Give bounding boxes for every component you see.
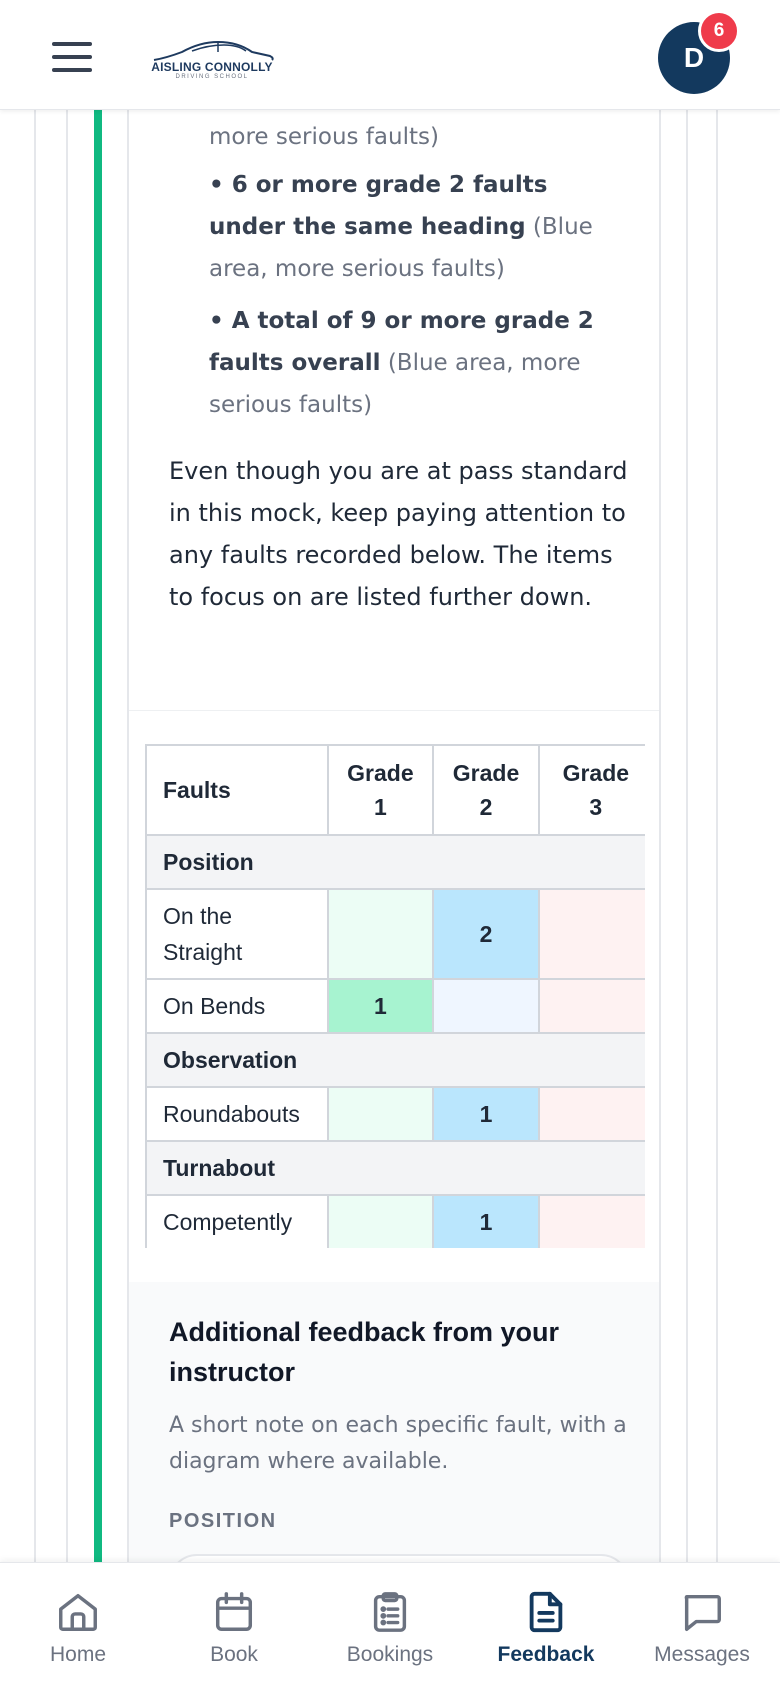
grade-3-cell	[539, 1195, 645, 1248]
feedback-subtitle: A short note on each specific fault, with a diagram where available.	[169, 1413, 627, 1474]
header-grade-1	[328, 745, 434, 835]
nav-messages-label: Messages	[654, 1643, 750, 1666]
additional-feedback-section	[129, 1282, 661, 1562]
section-row-observation	[146, 1033, 645, 1087]
fault-label	[146, 889, 328, 979]
frame-line-outer-right	[716, 110, 718, 1562]
criteria-bullet-total	[209, 300, 629, 426]
bottom-navigation	[0, 1562, 780, 1688]
clipboard-icon	[367, 1589, 413, 1635]
frame-line-outer-left	[34, 110, 36, 1562]
frame-line-inner-right	[686, 110, 688, 1562]
grade-1-cell	[328, 889, 434, 979]
fault-label-text: On the Straight	[163, 903, 243, 965]
nav-book[interactable]	[156, 1563, 312, 1688]
nav-book-label: Book	[210, 1643, 258, 1666]
home-icon	[55, 1589, 101, 1635]
section-row-position	[146, 835, 645, 889]
nav-home[interactable]	[0, 1563, 156, 1688]
document-icon	[523, 1589, 569, 1635]
grade-3-cell	[539, 1087, 645, 1141]
table-row	[146, 1195, 645, 1248]
table-row	[146, 979, 645, 1033]
criteria-bullet-bold: • 6 or more grade 2 faults under the same heading	[209, 172, 548, 240]
criteria-tail: more serious faults)	[209, 124, 439, 150]
fault-label: Roundabouts	[146, 1087, 328, 1141]
frame-line-inner-left	[66, 110, 68, 1562]
nav-home-label: Home	[49, 1643, 107, 1666]
result-card	[127, 110, 661, 1562]
grade-3-cell	[539, 889, 645, 979]
grade-3-cell	[539, 979, 645, 1033]
section-label: Observation	[146, 1033, 645, 1087]
feedback-item-card[interactable]	[169, 1554, 629, 1562]
user-avatar[interactable]: D	[658, 22, 730, 94]
table-row	[146, 1087, 645, 1141]
criteria-bullet-same-heading	[209, 164, 629, 290]
faults-table[interactable]	[145, 744, 645, 1248]
divider	[129, 710, 661, 711]
section-label: Position	[146, 835, 645, 889]
nav-feedback-label: Feedback	[497, 1643, 595, 1666]
pass-advice-text: Even though you are at pass standard in this mock, keep paying attention to any faults recorded below. The items to focus on are listed further down.	[169, 457, 628, 611]
header-grade-2	[433, 745, 539, 835]
feedback-category-label: POSITION	[169, 1510, 277, 1532]
menu-icon[interactable]	[52, 42, 92, 72]
section-label: Turnabout	[146, 1141, 645, 1195]
header-grade-3-label: Grade 3	[562, 760, 630, 820]
criteria-bullet-bold: • A total of 9 or more grade 2 faults overall	[209, 308, 594, 376]
nav-bookings-label: Bookings	[346, 1643, 434, 1666]
table-row	[146, 889, 645, 979]
fault-label: Competently	[146, 1195, 328, 1248]
feedback-title: Additional feedback from your instructor	[169, 1317, 560, 1387]
app-header	[0, 0, 780, 110]
section-row-turnabout	[146, 1141, 645, 1195]
nav-messages[interactable]	[624, 1563, 780, 1688]
logo-tagline: DRIVING SCHOOL	[175, 74, 249, 80]
header-grade-2-label: Grade 2	[452, 760, 520, 820]
grade-2-cell: 1	[433, 1195, 539, 1248]
header-grade-3	[539, 745, 645, 835]
pass-status-bar	[94, 110, 102, 1562]
grade-1-cell: 1	[328, 979, 434, 1033]
grade-1-cell	[328, 1087, 434, 1141]
header-grade-1-label: Grade 1	[347, 760, 414, 820]
fault-label: On Bends	[146, 979, 328, 1033]
chat-icon	[679, 1589, 725, 1635]
car-logo-icon	[148, 40, 276, 62]
grade-2-cell: 1	[433, 1087, 539, 1141]
nav-feedback[interactable]	[468, 1563, 624, 1688]
header-faults: Faults	[146, 745, 328, 835]
grade-1-cell	[328, 1195, 434, 1248]
school-logo[interactable]	[148, 40, 276, 84]
logo-name: AISLING CONNOLLY	[151, 60, 273, 74]
grade-2-cell: 2	[433, 889, 539, 979]
nav-bookings[interactable]	[312, 1563, 468, 1688]
table-header-row	[146, 745, 645, 835]
notification-badge[interactable]: 6	[698, 10, 740, 52]
criteria-bullet-note: (Blue area, more serious faults)	[209, 350, 581, 418]
calendar-icon	[211, 1589, 257, 1635]
criteria-bullet-note: (Blue area, more serious faults)	[209, 214, 593, 282]
grade-2-cell	[433, 979, 539, 1033]
